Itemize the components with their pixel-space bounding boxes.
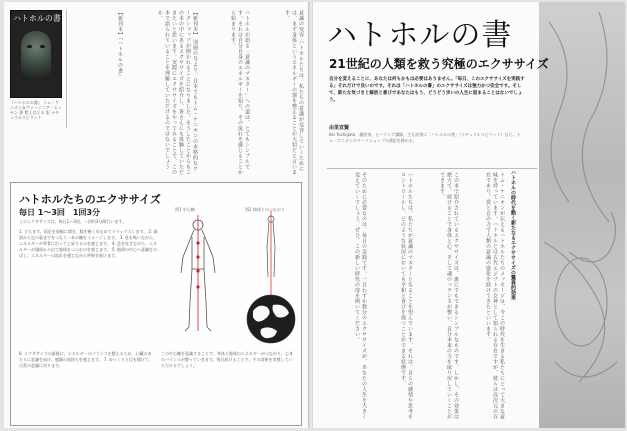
body-column-1: トム・ケニオンが伝えるハトホルたちのメッセージは、今この時代を生きる私たちにとって大きな意味を持っています。ハトホルとは古代エジプトの女神として知られる存在ですが、彼らは高次元の存在であり、愛と音の力で人類の意識の進化を助けてきたといいます。 [485,172,505,420]
article-lead: 自分を変えることに、あなたは何もかもは必要はありません。「毎日、このエクササイズを実践する」それだけで良いのです。それは「ハトホルの書」のエクササイズは強力かつ安全です。そして、新たな気づきと解放と喜びであなたはもう、どうどう歩いの人生に留まることはないでしょう。 [329,77,525,103]
body-column-4: そのために必要なのは、毎日の実践です。一日わずか数分のエクササイズが、あなたの人生を大きく変えていくでしょう。ぜひ、この新しい時代の扉を開いてください。 [354,172,367,420]
article-column-1: 【新刊本】 別冊の号より、日本でもトム・ケニオンの本格的なワークショップが開かれることになりました。そうしたことからもこの本の中にあるエクササイズを紹介し、皆さんにも体験していただきたいと思います。実際にエクササイズをやってみることで、この本で語られていることを理解していただけるのではないでしょうか。 [157,10,198,175]
article-column-3: 意識の変容 ハトホルたちは、私たちの意識が変容していくためには、まず身体というエネルギーの器を整えることが大切だと言います。 [284,10,304,175]
right-page [313,2,625,428]
figure-label-2: 図2 地球とのつながり [245,207,285,212]
hathor-face-image [21,31,51,77]
left-page [4,2,309,428]
exercise-intro: このエクササイズは、毎日1～3回、一回約3分間行います。 [19,219,126,224]
small-figure-on-globe [267,211,275,307]
author-name: 由里宜賢 [329,125,350,131]
exercise-steps-continued: 6. エクササイズの最後に、エネルギーのバランスを整えるため、心臓のあたりに意識を向け、感謝の気持ちを感じます。 7. ゆっくりと目を開けて、日常の意識に戻ります。 [19,351,153,368]
section-divider [327,168,537,169]
exercise-box [10,182,302,426]
body-column-2: この本で紹介されているエクササイズは、誰にでもできるシンプルなものです。しかし、その効果は絶大で、続けることで身体と心、そして魂のバランスが整い、自分本来の力を取り戻していくことができます。 [439,172,459,420]
author-bio: Kei Yoshigata 翻訳家、ヒーリング講師。主な訳書に「ハトホルの書」（ナチュラルスピリット）など。トム・ケニオンのワークショップの通訳を務める。 [329,132,521,143]
body-column-3: ハトホルたちは、私たちが意識のマスターとなることを望んでいます。それは、自らの感情や思考をコントロールし、どのような状況においても平和と喜びを保つことができる状態です。 [400,172,413,420]
article-column-2: ハトホルが語る「意識のマスター」への道は、とてもシンプルです。それは自分自身のエネルギーを知り、その流れを感じることから始まります。 [230,10,250,175]
new-book-box [66,10,125,128]
book-cover-caption: 『ハトホルの書』 トム・ケニオン＆ヴァージニア・エッセン 著 紫上はとる 訳 ナチュラルスピリット [10,100,62,120]
earth-globe [247,295,295,343]
figure-label-1: 図1 中心軸 [175,207,195,212]
section-heading: ハトホルの時代を動く新たなるエクササイズの驚異的効果 [510,170,516,300]
exercise-subtitle: 毎日 1～3回 1回3分 [19,208,101,217]
exercise-title: ハトホルたちのエクササイズ [19,193,161,206]
book-cover [10,10,62,98]
book-cover-title: ハトホルの書 [13,14,61,23]
energy-axis-line [197,215,199,331]
exercise-steps: 1. 立ちます。両足を肩幅に開き、膝を軽くゆるめてリラックスします。 2. 頭頂から足の裏までをつなぐ一本の軸をイメージします。 3. 息を吸いながら、エネルギーが背骨に沿って上昇するのを感じます。 4. 息を吐きながら、エネルギーが頭頂から出て地球をつつむのを感じます。 5. 地球の中心へ意識をのばし、エネルギーの流れを感じながら呼吸を続けます。 [19,229,158,258]
exercise-figure [161,207,296,347]
new-book-box-text: 【新刊本】『ハトホルの書』 [117,10,123,79]
decorative-relief-image [539,2,625,428]
article-title: ハトホルの書 [327,18,513,53]
exercise-notes: この中心軸を意識することで、身体と地球のエネルギーがつながり、心身のバランスが整っていきます。毎日続けることで、その効果を実感していただけるでしょう。 [161,351,293,368]
article-subtitle: 21世紀の人類を救う究極のエクササイズ [329,57,549,71]
